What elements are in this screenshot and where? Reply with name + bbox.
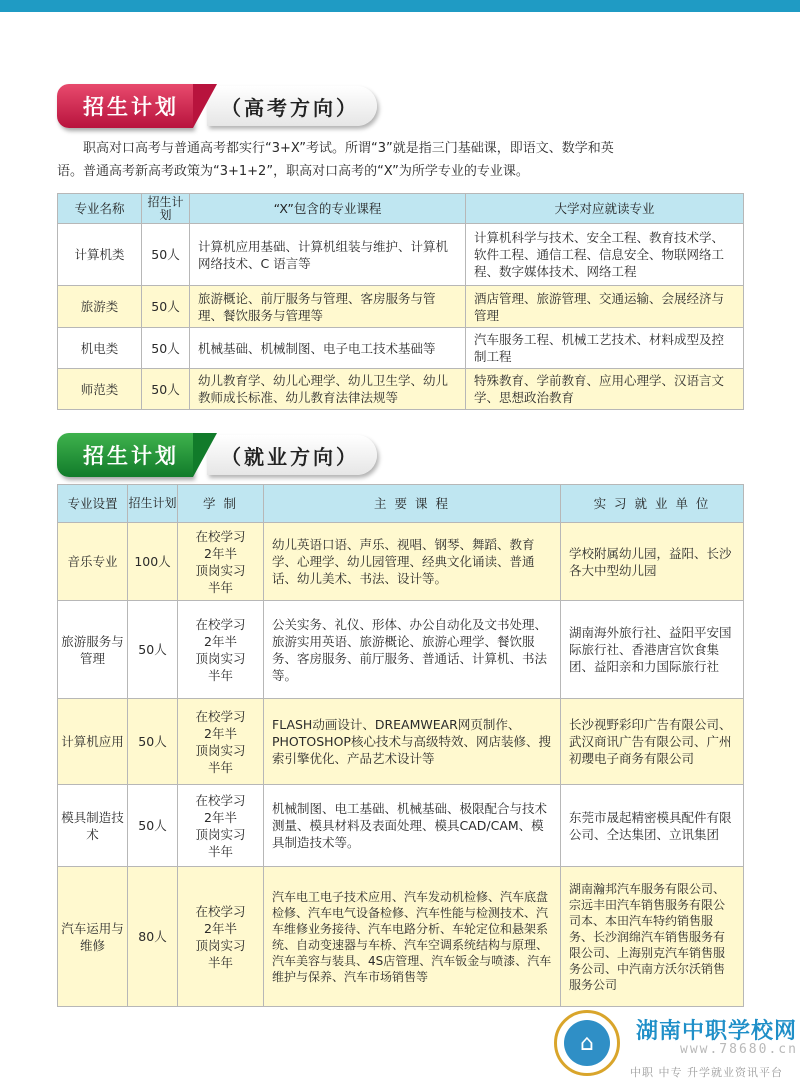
course-list: 计算机应用基础、计算机组装与维护、计算机网络技术、C 语言等 (190, 224, 466, 286)
banner-subtitle: （就业方向） (207, 435, 377, 475)
course-list: 幼儿英语口语、声乐、视唱、钢琴、舞蹈、教育学、心理学、幼儿园管理、经典文化诵读、普通话、幼儿美术、书法、设计等。 (264, 523, 561, 601)
column-header: 招生计划 (142, 194, 190, 224)
employment-units: 东莞市晟起精密模具配件有限公司、仝达集团、立讯集团 (561, 785, 744, 867)
enrollment-count: 50人 (128, 699, 178, 785)
table-row (58, 369, 744, 410)
schedule-line: 在校学习 (195, 708, 246, 724)
column-header: 实 习 就 业 单 位 (561, 485, 744, 523)
employment-units: 湖南瀚邦汽车服务有限公司、宗远丰田汽车销售服务有限公司本、本田汽车特约销售服务、长沙润绵汽车销售服务有限公司、上海别克汽车销售服务公司、中汽南方沃尔沃销售服务公司 (561, 867, 744, 1007)
major-name: 旅游类 (58, 286, 142, 328)
section-banner-jiuye (57, 433, 377, 477)
course-list: 机械基础、机械制图、电子电工技术基础等 (190, 328, 466, 369)
enrollment-count: 100人 (128, 523, 178, 601)
schedule-line: 2年半 (204, 725, 237, 741)
course-list: 旅游概论、前厅服务与管理、客房服务与管理、餐饮服务与管理等 (190, 286, 466, 328)
column-header: 主 要 课 程 (264, 485, 561, 523)
enrollment-count: 50人 (142, 328, 190, 369)
seal-logo-icon (554, 1010, 620, 1076)
table-row (58, 286, 744, 328)
enrollment-count: 50人 (142, 286, 190, 328)
gaokao-table (57, 193, 744, 410)
schedule-line: 2年半 (204, 633, 237, 649)
site-watermark (550, 1010, 800, 1086)
schedule-line: 在校学习 (195, 616, 246, 632)
banner-title: 招生计划 (57, 84, 193, 128)
employment-units: 长沙视野彩印广告有限公司、武汉商讯广告有限公司、广州初瓔电子商务有限公司 (561, 699, 744, 785)
employment-units: 学校附属幼儿园，益阳、长沙各大中型幼儿园 (561, 523, 744, 601)
major-name: 音乐专业 (58, 523, 128, 601)
major-name: 汽车运用与维修 (58, 867, 128, 1007)
schedule-line: 在校学习 (195, 903, 246, 919)
study-schedule (178, 785, 264, 867)
major-name: 计算机应用 (58, 699, 128, 785)
schedule-line: 2年半 (204, 920, 237, 936)
enrollment-count: 50人 (128, 785, 178, 867)
intro-line: 语。普通高考新高考政策为“3+1+2”，职高对口高考的“X”为所学专业的专业课。 (57, 164, 529, 179)
table-row (58, 523, 744, 601)
major-name: 计算机类 (58, 224, 142, 286)
schedule-line: 半年 (207, 759, 233, 775)
intro-paragraph (57, 137, 747, 183)
schedule-line: 顶岗实习 (195, 742, 246, 758)
enrollment-count: 80人 (128, 867, 178, 1007)
column-header: 专业设置 (58, 485, 128, 523)
schedule-line: 顶岗实习 (195, 826, 246, 842)
study-schedule (178, 601, 264, 699)
major-name: 机电类 (58, 328, 142, 369)
column-header: 大学对应就读专业 (466, 194, 744, 224)
university-majors: 计算机科学与技术、安全工程、教育技术学、软件工程、通信工程、信息安全、物联网络工程、数字媒体技术、网络工程 (466, 224, 744, 286)
schedule-line: 顶岗实习 (195, 562, 246, 578)
major-name: 模具制造技术 (58, 785, 128, 867)
study-schedule (178, 523, 264, 601)
enrollment-count: 50人 (142, 224, 190, 286)
column-header: “X”包含的专业课程 (190, 194, 466, 224)
course-list: 幼儿教育学、幼儿心理学、幼儿卫生学、幼儿教师成长标准、幼儿教育法律法规等 (190, 369, 466, 410)
enrollment-count: 50人 (142, 369, 190, 410)
table-row (58, 328, 744, 369)
university-majors: 特殊教育、学前教育、应用心理学、汉语言文学、思想政治教育 (466, 369, 744, 410)
site-url: www.78680.cn (680, 1042, 798, 1057)
course-list: FLASH动画设计、DREAMWEAR网页制作、PHOTOSHOP核心技术与高级特效、网店装修、搜索引擎优化、产品艺术设计等 (264, 699, 561, 785)
course-list: 公关实务、礼仪、形体、办公自动化及文书处理、旅游实用英语、旅游概论、旅游心理学、餐饮服务、客房服务、前厅服务、普通话、计算机、书法等。 (264, 601, 561, 699)
top-accent-bar (0, 0, 800, 12)
banner-subtitle: （高考方向） (207, 86, 377, 126)
schedule-line: 半年 (207, 954, 233, 970)
schedule-line: 在校学习 (195, 528, 246, 544)
building-icon: ⌂ (564, 1020, 610, 1066)
table-row (58, 785, 744, 867)
schedule-line: 2年半 (204, 809, 237, 825)
major-name: 旅游服务与管理 (58, 601, 128, 699)
column-header: 招生计划 (128, 485, 178, 523)
schedule-line: 顶岗实习 (195, 937, 246, 953)
schedule-line: 半年 (207, 667, 233, 683)
section-banner-gaokao (57, 84, 377, 128)
intro-line: 职高对口高考与普通高考都实行“3+X”考试。所谓“3”就是指三门基础课，即语文、数学和英 (83, 141, 614, 156)
major-name: 师范类 (58, 369, 142, 410)
university-majors: 酒店管理、旅游管理、交通运输、会展经济与管理 (466, 286, 744, 328)
table-row (58, 699, 744, 785)
table-row (58, 224, 744, 286)
column-header: 专业名称 (58, 194, 142, 224)
employment-table (57, 484, 744, 1007)
site-slogan: 中职 中专 升学就业资讯平台 (630, 1066, 783, 1079)
schedule-line: 顶岗实习 (195, 650, 246, 666)
banner-title: 招生计划 (57, 433, 193, 477)
schedule-line: 半年 (207, 579, 233, 595)
schedule-line: 半年 (207, 843, 233, 859)
university-majors: 汽车服务工程、机械工艺技术、材料成型及控制工程 (466, 328, 744, 369)
brand-name: 湖南中职学校网 (636, 1019, 798, 1044)
schedule-line: 在校学习 (195, 792, 246, 808)
study-schedule (178, 867, 264, 1007)
study-schedule (178, 699, 264, 785)
course-list: 汽车电工电子技术应用、汽车发动机检修、汽车底盘检修、汽车电气设备检修、汽车性能与检测技术、汽车维修业务接待、汽车电路分析、车轮定位和悬架系统、自动变速器与车桥、汽车空调系统结构与原理、汽车美容与装具、4S店管理、汽车钣金与喷漆、汽车维护与保养、汽车市场销售等 (264, 867, 561, 1007)
schedule-line: 2年半 (204, 545, 237, 561)
column-header: 学 制 (178, 485, 264, 523)
table-row (58, 601, 744, 699)
employment-units: 湖南海外旅行社、益阳平安国际旅行社、香港唐宫饮食集团、益阳亲和力国际旅行社 (561, 601, 744, 699)
course-list: 机械制图、电工基础、机械基础、极限配合与技术测量、模具材料及表面处理、模具CAD/CAM、模具制造技术等。 (264, 785, 561, 867)
enrollment-count: 50人 (128, 601, 178, 699)
table-row (58, 867, 744, 1007)
